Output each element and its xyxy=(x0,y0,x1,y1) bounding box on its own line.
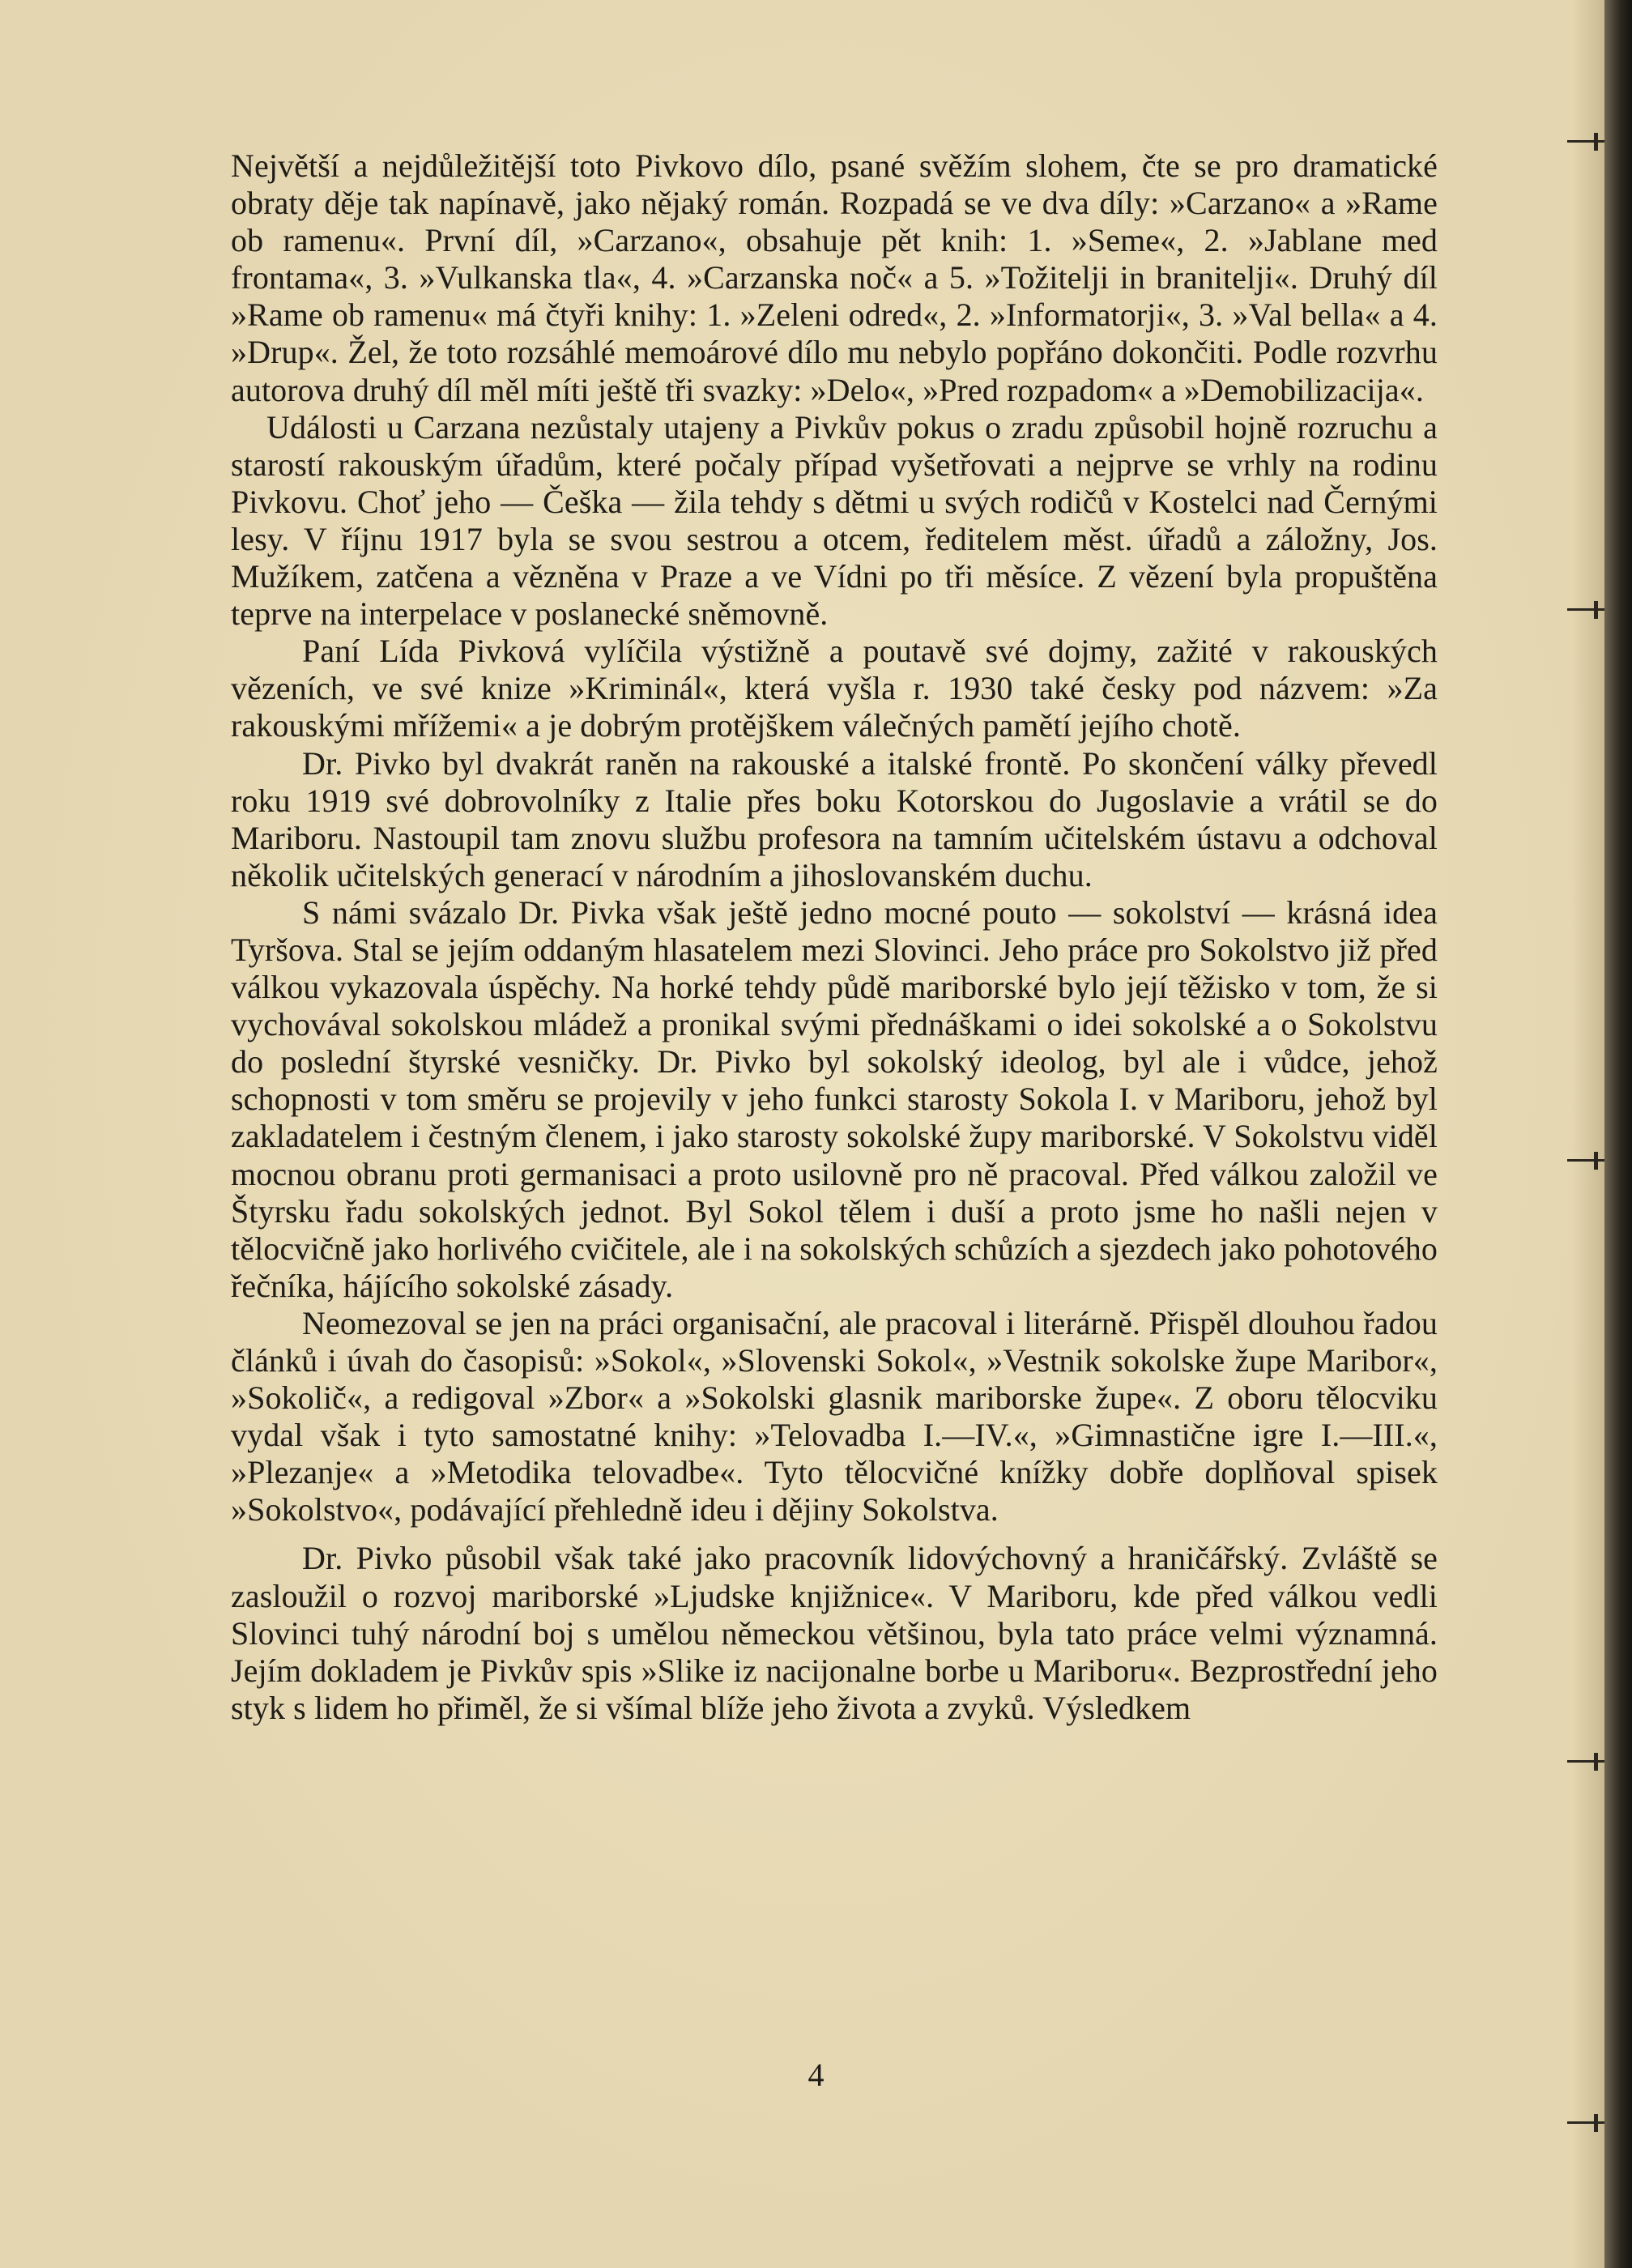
paragraph-3: Paní Lída Pivková vylíčila výstižně a poutavě své dojmy, zažité v rakouských vězeních, ve své knize »Kriminál«, která vyšla r. 1930 také česky pod názvem: »Za rakouskými mřížemi« a je dobrým protějškem válečných pamětí jejího chotě. xyxy=(231,633,1438,744)
book-spine xyxy=(1604,0,1632,2268)
paragraph-2: Události u Carzana nezůstaly utajeny a Pivkův pokus o zradu způsobil hojně rozruchu a starostí rakouským úřadům, které počaly případ vyšetřovati a nejprve se vrhly na rodinu Pivkovu. Choť jeho — Češka — žila tehdy s dětmi u svých rodičů v Kostelci nad Černými lesy. V říjnu 1917 byla se svou sestrou a otcem, ředitelem měst. úřadů a záložny, Jos. Mužíkem, zatčena a vězněna v Praze a ve Vídni po tři měsíce. Z vězení byla propuštěna teprve na interpelace v poslanecké sněmovně. xyxy=(231,408,1438,633)
binding-shadow xyxy=(1572,0,1604,2268)
paragraph-4: Dr. Pivko byl dvakrát raněn na rakouské a italské frontě. Po skončení války převedl roku 1919 své dobrovolníky z Italie přes boku Kotorskou do Jugoslavie a vrátil se do Mariboru. Nastoupil tam znovu službu profesora na tamním učitelském ústavu a odchoval několik učitelských generací v národním a jihoslovanském duchu. xyxy=(231,744,1438,893)
paragraph-7: Dr. Pivko působil však také jako pracovník lidovýchovný a hraničářský. Zvláště se zasloužil o rozvoj mariborské »Ljudske knjižnice«. V Mariboru, kde před válkou vedli Slovinci tuhý národní boj s umělou německou většinou, byla tato práce velmi významná. Jejím dokladem je Pivkův spis »Slike iz nacijonalne borbe u Mariboru«. Bezprostřední jeho styk s lidem ho přiměl, že si všímal blíže jeho života a zvyků. Výsledkem xyxy=(231,1540,1438,1726)
binding-stitch xyxy=(1567,131,1604,151)
paragraph-1: Největší a nejdůležitější toto Pivkovo dílo, psané svěžím slohem, čte se pro dramatické obraty děje tak napínavě, jako nějaký román. Rozpadá se ve dva díly: »Carzano« a »Rame ob ramenu«. První díl, »Carzano«, obsahuje pět knih: 1. »Seme«, 2. »Jablane med frontama«, 3. »Vulkanska tla«, 4. »Carzanska noč« a 5. »Tožitelji in branitelji«. Druhý díl »Rame ob ramenu« má čtyři knihy: 1. »Zeleni odred«, 2. »Informatorji«, 3. »Val bella« a 4. »Drup«. Žel, že toto rozsáhlé memoárové dílo mu nebylo popřáno dokončiti. Podle rozvrhu autorova druhý díl měl míti ještě tři svazky: »Delo«, »Pred rozpadom« a »Demobilizacija«. xyxy=(231,147,1438,408)
body-text xyxy=(231,147,1438,1727)
paragraph-6: Neomezoval se jen na práci organisační, ale pracoval i literárně. Přispěl dlouhou řadou článků i úvah do časopisů: »Sokol«, »Slovenski Sokol«, »Vestnik sokolske župe Maribor«, »Sokolič«, a redigoval »Zbor« a »Sokolski glasnik mariborske župe«. Z oboru tělocviku vydal však i tyto samostatné knihy: »Telovadba I.—IV.«, »Gimnastične igre I.—III.«, »Plezanje« a »Metodika telovadbe«. Tyto tělocvičné knížky dobře doplňoval spisek »Sokolstvo«, podávající přehledně ideu i dějiny Sokolstva. xyxy=(231,1304,1438,1528)
binding-stitch xyxy=(1567,599,1604,619)
page-number: 4 xyxy=(807,2057,825,2093)
binding-stitch xyxy=(1567,1751,1604,1771)
binding-stitch xyxy=(1567,1150,1604,1170)
binding-stitch xyxy=(1567,2112,1604,2132)
paragraph-5: S námi svázalo Dr. Pivka však ještě jedno mocné pouto — sokolství — krásná idea Tyršova. Stal se jejím oddaným hlasatelem mezi Slovinci. Jeho práce pro Sokolstvo již před válkou vykazovala úspěchy. Na horké tehdy půdě mariborské bylo její těžisko v tom, že si vychovával sokolskou mládež a pronikal svými přednáškami o idei sokolské a o Sokolstvu do poslední štyrské vesničky. Dr. Pivko byl sokolský ideolog, byl ale i vůdce, jehož schopnosti v tom směru se projevily v jeho funkci starosty Sokola I. v Mariboru, jehož byl zakladatelem i čestným členem, i jako starosty sokolské župy mariborské. V Sokolstvu viděl mocnou obranu proti germanisaci a proto usilovně pro ně pracoval. Před válkou založil ve Štyrsku řadu sokolských jednot. Byl Sokol tělem i duší a proto jsme ho našli nejen v tělocvičně jako horlivého cvičitele, ale i na sokolských schůzích a sjezdech jako pohotového řečníka, hájícího sokolské zásady. xyxy=(231,893,1438,1304)
